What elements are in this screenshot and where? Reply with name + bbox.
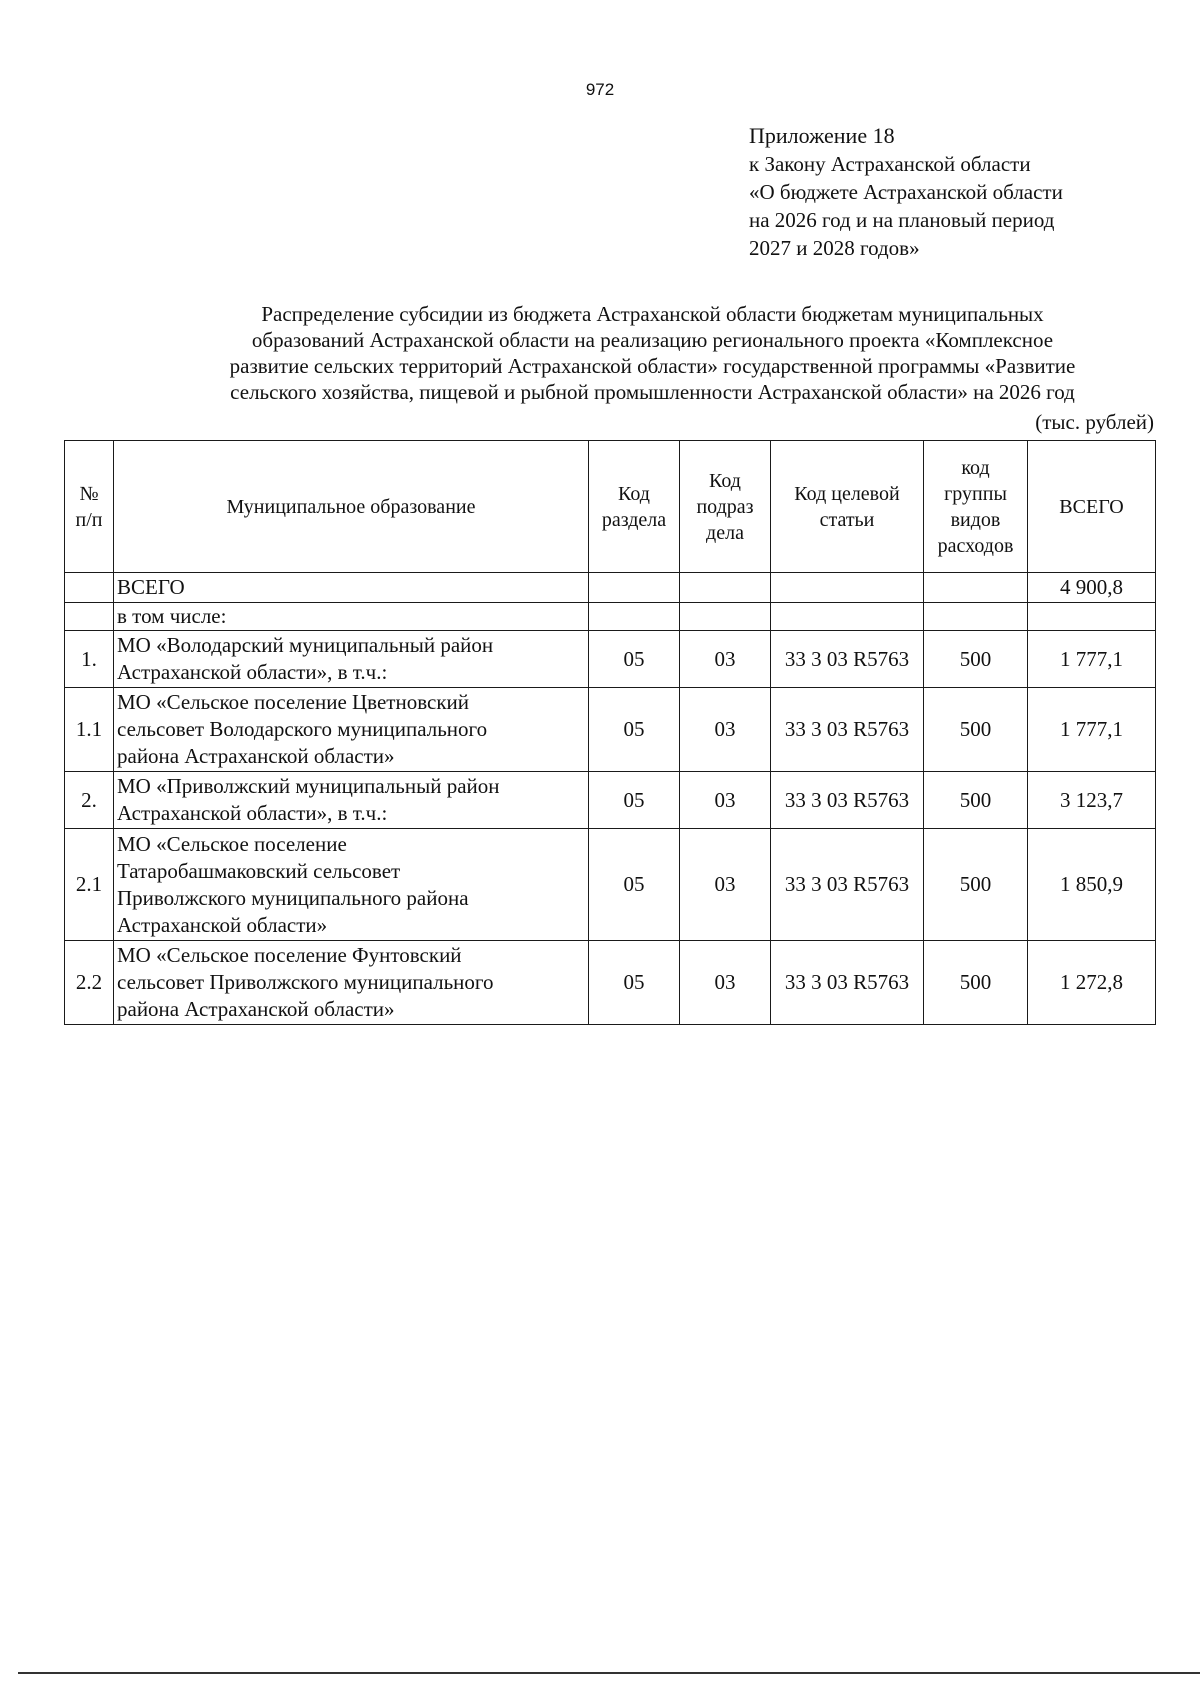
expense-group: 500	[924, 688, 1028, 772]
municipality-name	[114, 941, 589, 1025]
table-row	[65, 631, 1156, 688]
name-line: Астраханской области», в т.ч.:	[117, 660, 388, 684]
title-line: Распределение субсидии из бюджета Астраханской области бюджетам муниципальных	[261, 302, 1044, 326]
section-code: 05	[589, 772, 680, 829]
name-line: сельсовет Приволжского муниципального	[117, 970, 494, 994]
header-text: Код целевой	[794, 482, 900, 505]
header-text: дела	[706, 521, 744, 544]
title-line: образований Астраханской области на реализацию регионального проекта «Комплексное	[251, 328, 1054, 352]
header-text: №	[79, 482, 99, 505]
row-number: 1.	[65, 631, 114, 688]
name-line: Татаробашмаковский сельсовет	[117, 858, 401, 883]
appendix-line: 2027 и 2028 годов»	[749, 236, 920, 260]
subsection-code: 03	[680, 688, 771, 772]
target-code: 33 3 03 R5763	[771, 829, 924, 941]
name-line: района Астраханской области»	[117, 744, 395, 768]
header-target-code	[771, 441, 924, 573]
row-number: 1.1	[65, 688, 114, 772]
table-row	[65, 829, 1156, 941]
municipality-name	[114, 772, 589, 829]
name-line: МО «Сельское поселение	[117, 831, 347, 856]
target-code: 33 3 03 R5763	[771, 631, 924, 688]
subsection-code: 03	[680, 772, 771, 829]
row-total: 1 777,1	[1028, 631, 1156, 688]
row-total: 1 777,1	[1028, 688, 1156, 772]
table-cell	[680, 603, 771, 631]
expense-group: 500	[924, 631, 1028, 688]
including-row	[65, 603, 1156, 631]
section-code: 05	[589, 688, 680, 772]
table-cell	[680, 573, 771, 603]
expense-group: 500	[924, 829, 1028, 941]
name-line: МО «Приволжский муниципальный район	[117, 774, 500, 798]
municipality-name	[114, 829, 589, 941]
header-expense-group	[924, 441, 1028, 573]
subsection-code: 03	[680, 829, 771, 941]
header-municipality: Муниципальное образование	[114, 441, 589, 573]
header-text: расходов	[937, 534, 1014, 557]
total-label: ВСЕГО	[114, 573, 589, 603]
row-total: 1 272,8	[1028, 941, 1156, 1025]
including-label: в том числе:	[114, 603, 589, 631]
appendix-line: Приложение 18	[749, 123, 895, 148]
table-cell	[65, 573, 114, 603]
table-cell	[1028, 603, 1156, 631]
section-code: 05	[589, 631, 680, 688]
page-bottom-divider	[18, 1672, 1200, 1674]
target-code: 33 3 03 R5763	[771, 941, 924, 1025]
header-text: код	[961, 456, 990, 479]
table-row	[65, 772, 1156, 829]
name-line: МО «Сельское поселение Цветновский	[117, 690, 470, 714]
row-total: 3 123,7	[1028, 772, 1156, 829]
header-text: видов	[950, 508, 1001, 531]
header-subsection-code	[680, 441, 771, 573]
title-line: сельского хозяйства, пищевой и рыбной промышленности Астраханской области» на 2026 год	[230, 380, 1075, 404]
table-header-row	[65, 441, 1156, 573]
table-cell	[65, 603, 114, 631]
header-num	[65, 441, 114, 573]
header-text: раздела	[601, 508, 667, 531]
header-text: группы	[944, 482, 1007, 505]
table-cell	[771, 573, 924, 603]
header-text: Код	[618, 482, 650, 505]
name-line: Астраханской области»	[117, 912, 328, 937]
header-text: подраз	[696, 495, 754, 518]
document-title	[150, 301, 1155, 405]
row-number: 2.	[65, 772, 114, 829]
name-line: МО «Сельское поселение Фунтовский	[117, 943, 462, 967]
header-text: п/п	[75, 508, 103, 531]
subsection-code: 03	[680, 631, 771, 688]
total-value: 4 900,8	[1028, 573, 1156, 603]
units-label: (тыс. рублей)	[1035, 410, 1154, 434]
subsidy-table	[64, 440, 1156, 1025]
section-code: 05	[589, 829, 680, 941]
municipality-name	[114, 688, 589, 772]
table-row	[65, 688, 1156, 772]
table-cell	[924, 603, 1028, 631]
name-line: района Астраханской области»	[117, 997, 395, 1021]
header-text: статьи	[819, 508, 875, 531]
table-cell	[589, 603, 680, 631]
header-section-code	[589, 441, 680, 573]
name-line: Астраханской области», в т.ч.:	[117, 801, 388, 825]
appendix-header	[749, 122, 1063, 262]
name-line: Приволжского муниципального района	[117, 885, 469, 910]
table-cell	[771, 603, 924, 631]
table-cell	[589, 573, 680, 603]
appendix-line: к Закону Астраханской области	[749, 152, 1031, 176]
name-line: МО «Володарский муниципальный район	[117, 633, 494, 657]
appendix-line: «О бюджете Астраханской области	[749, 180, 1063, 204]
table-cell	[924, 573, 1028, 603]
row-total: 1 850,9	[1028, 829, 1156, 941]
appendix-line: на 2026 год и на плановый период	[749, 208, 1055, 232]
title-line: развитие сельских территорий Астраханской области» государственной программы «Развитие	[229, 354, 1076, 378]
page-number: 972	[585, 80, 615, 99]
municipality-name	[114, 631, 589, 688]
section-code: 05	[589, 941, 680, 1025]
table-row	[65, 941, 1156, 1025]
target-code: 33 3 03 R5763	[771, 688, 924, 772]
row-number: 2.1	[65, 829, 114, 941]
header-text: Код	[709, 469, 741, 492]
total-row	[65, 573, 1156, 603]
subsection-code: 03	[680, 941, 771, 1025]
name-line: сельсовет Володарского муниципального	[117, 717, 488, 741]
row-number: 2.2	[65, 941, 114, 1025]
header-total: ВСЕГО	[1028, 441, 1156, 573]
target-code: 33 3 03 R5763	[771, 772, 924, 829]
expense-group: 500	[924, 772, 1028, 829]
expense-group: 500	[924, 941, 1028, 1025]
